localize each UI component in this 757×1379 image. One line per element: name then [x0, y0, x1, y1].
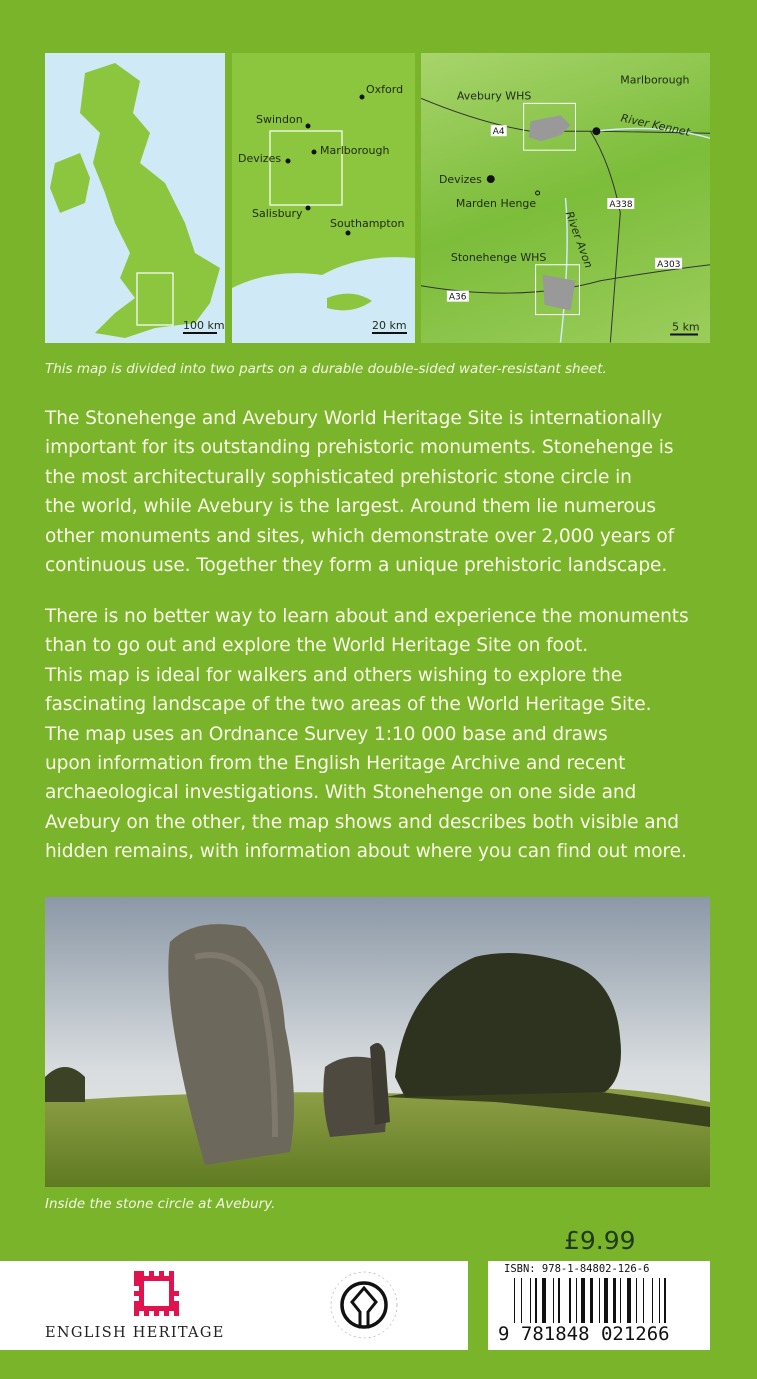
text-line: than to go out and explore the World Heritage Site on foot. — [45, 635, 589, 657]
text-line: the most architecturally sophisticated prehistoric stone circle in — [45, 466, 632, 488]
world-heritage-emblem-icon — [328, 1269, 400, 1341]
place-label: Avebury WHS — [456, 89, 532, 103]
barcode-number: 9 781848 021266 — [498, 1323, 670, 1345]
price: £9.99 — [564, 1226, 636, 1255]
text-line: continuous use. Together they form a unique prehistoric landscape. — [45, 554, 668, 576]
uk-map — [45, 53, 225, 343]
region-map — [232, 53, 415, 343]
road-label: A338 — [609, 199, 633, 210]
isbn-barcode — [488, 1261, 710, 1350]
text-line: important for its outstanding prehistoric monuments. Stonehenge is — [45, 437, 674, 459]
text-line: Avebury on the other, the map shows and describes both visible and — [45, 811, 679, 833]
place-label: Stonehenge WHS — [450, 250, 547, 264]
place-label: Devizes — [238, 152, 282, 165]
river-label: River Kennet — [619, 111, 692, 139]
place-label: Devizes — [438, 173, 482, 187]
english-heritage-logo-icon — [134, 1271, 179, 1316]
map-caption: This map is divided into two parts on a durable double-sided water-resistant sheet. — [45, 361, 607, 377]
road-label: A303 — [657, 259, 681, 270]
text-line: This map is ideal for walkers and others wishing to explore the — [45, 664, 623, 686]
text-line: the world, while Avebury is the largest. Around them lie numerous — [45, 496, 656, 518]
road-label: A36 — [448, 292, 467, 303]
road-label: A4 — [492, 127, 505, 138]
text-line: archaeological investigations. With Stonehenge on one side and — [45, 782, 637, 804]
avebury-photo — [45, 897, 710, 1187]
text-line: There is no better way to learn about and experience the monuments — [45, 606, 689, 627]
uk-scale: 100 km — [183, 319, 225, 332]
region-scale: 20 km — [372, 319, 407, 332]
description-paragraph — [45, 602, 689, 867]
place-label: Marden Henge — [455, 196, 537, 210]
intro-paragraph — [45, 404, 674, 580]
photo-caption: Inside the stone circle at Avebury. — [45, 1196, 276, 1212]
detail-map — [421, 53, 710, 343]
place-label: Marlborough — [620, 73, 690, 87]
place-label: Swindon — [256, 113, 303, 126]
place-label: Oxford — [366, 83, 404, 96]
place-label: Marlborough — [320, 144, 390, 157]
text-line: fascinating landscape of the two areas of the World Heritage Site. — [45, 694, 652, 716]
text-line: upon information from the English Heritage Archive and recent — [45, 752, 626, 774]
place-label: Southampton — [330, 217, 405, 230]
text-line: other monuments and sites, which demonstrate over 2,000 years of — [45, 525, 675, 547]
text-line: The Stonehenge and Avebury World Heritage Site is internationally — [45, 408, 663, 429]
text-line: The map uses an Ordnance Survey 1:10 000 base and draws — [45, 723, 608, 745]
logo-band — [0, 1261, 468, 1350]
place-label: Salisbury — [252, 207, 303, 220]
text-line: hidden remains, with information about where you can find out more. — [45, 841, 687, 863]
isbn-label: ISBN: 978-1-84802-126-6 — [504, 1263, 650, 1275]
river-label: River Avon — [562, 209, 596, 270]
detail-scale: 5 km — [672, 320, 700, 334]
publisher-name: ENGLISH HERITAGE — [45, 1325, 225, 1341]
